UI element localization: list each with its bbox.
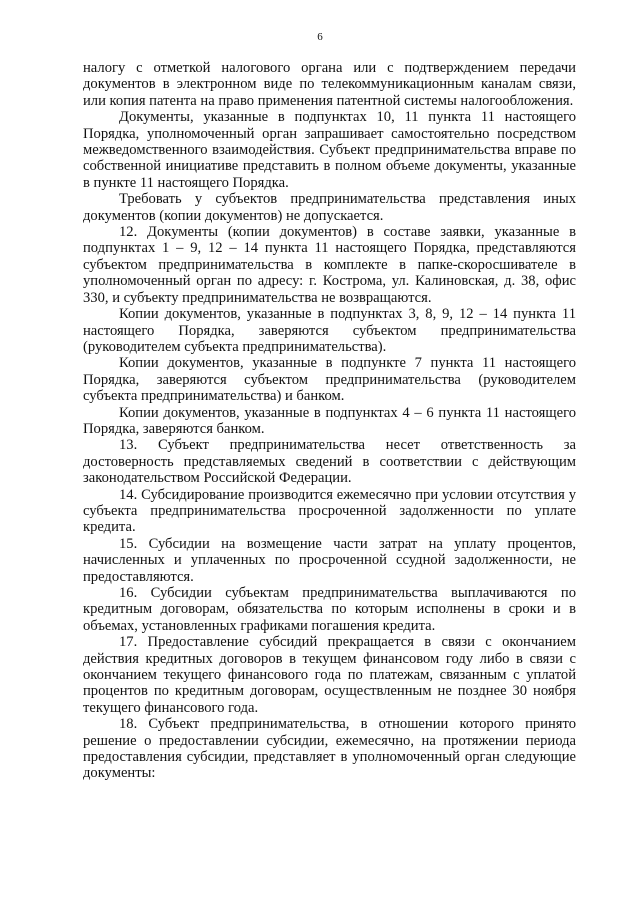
document-body — [83, 60, 576, 782]
paragraph-copies-certified-by-entity-and-bank: Копии документов, указанные в подпункте 7 пункта 11 настоящего Порядка, заверяются субъектом предпринимательства (руководителем субъекта предпринимательства) и банком. — [83, 355, 576, 405]
page-number: 6 — [317, 31, 323, 43]
paragraph-clause-16: 16. Субсидии субъектам предпринимательства выплачиваются по кредитным договорам, обязательства по которым исполнены в сроки и в объемах, установленных графиками погашения кредита. — [83, 585, 576, 634]
paragraph-continuation: налогу с отметкой налогового органа или с подтверждением передачи документов в электронном виде по телекоммуникационным каналам связи, или копия патента на право применения патентной системы налогообложения. — [83, 60, 576, 109]
paragraph-documents-request: Документы, указанные в подпунктах 10, 11 пункта 11 настоящего Порядка, уполномоченный орган запрашивает самостоятельно посредством межведомственного взаимодействия. Субъект предпринимательства вправе по собственной инициативе представить в полном объеме документы, указанные в пункте 11 настоящего Порядка. — [83, 109, 576, 191]
paragraph-clause-14: 14. Субсидирование производится ежемесячно при условии отсутствия у субъекта предпринимательства просроченной задолженности по уплате кредита. — [83, 486, 576, 536]
paragraph-no-other-documents: Требовать у субъектов предпринимательства представления иных документов (копии документов) не допускается. — [83, 191, 576, 224]
paragraph-clause-18: 18. Субъект предпринимательства, в отношении которого принято решение о предоставлении субсидии, ежемесячно, на протяжении периода предоставления субсидии, представляет в уполномоченный орган следующие документы: — [83, 716, 576, 782]
paragraph-copies-certified-by-entity: Копии документов, указанные в подпунктах 3, 8, 9, 12 – 14 пункта 11 настоящего Порядка, заверяются субъектом предпринимательства (руководителем субъекта предпринимательства). — [83, 306, 576, 355]
paragraph-clause-13: 13. Субъект предпринимательства несет ответственность за достоверность представляемых сведений в соответствии с действующим законодательством Российской Федерации. — [83, 437, 576, 487]
paragraph-clause-17: 17. Предоставление субсидий прекращается в связи с окончанием действия кредитных договоров в текущем финансовом году либо в связи с окончанием текущего финансового года по платежам, связанным с уплатой процентов по кредитным договорам, осуществленным не позднее 30 ноября текущего финансового года. — [83, 634, 576, 716]
paragraph-clause-12: 12. Документы (копии документов) в составе заявки, указанные в подпунктах 1 – 9, 12 – 14 пункта 11 настоящего Порядка, представляются субъектом предпринимательства в комплекте в папке-скоросшивателе в уполномоченный орган по адресу: г. Кострома, ул. Калиновская, д. 38, офис 330, и субъекту предпринимательства не возвращаются. — [83, 224, 576, 306]
paragraph-copies-certified-by-bank: Копии документов, указанные в подпунктах 4 – 6 пункта 11 настоящего Порядка, заверяются банком. — [83, 404, 576, 437]
paragraph-clause-15: 15. Субсидии на возмещение части затрат на уплату процентов, начисленных и уплаченных по просроченной ссудной задолженности, не предоставляются. — [83, 535, 576, 585]
